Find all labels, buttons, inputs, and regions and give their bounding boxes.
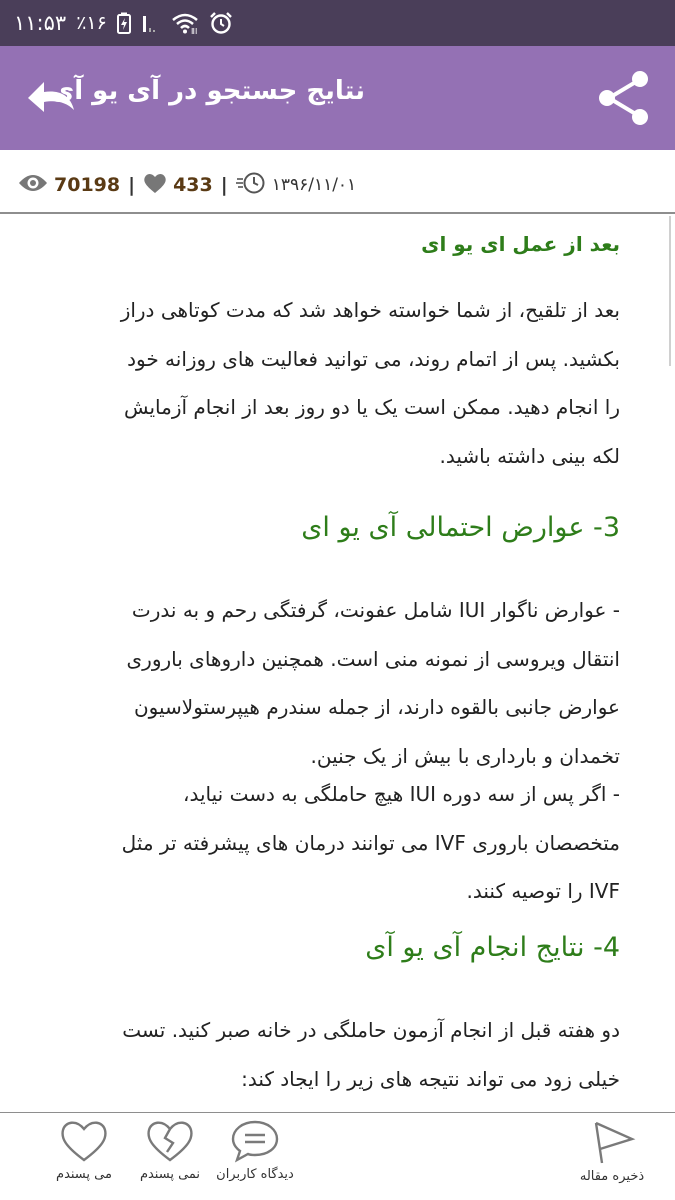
eye-icon bbox=[18, 173, 48, 198]
article-body bbox=[0, 216, 675, 1112]
wifi-icon bbox=[171, 12, 199, 34]
paragraph bbox=[60, 1006, 620, 1103]
paragraph-line: را انجام دهید. ممکن است یک یا دو روز بعد از انجام آزمایش bbox=[123, 395, 620, 419]
share-icon bbox=[597, 70, 651, 126]
paragraph-line: تخمدان و بارداری با بیش از یک جنین. bbox=[310, 743, 620, 768]
paragraph-line: لکه بینی داشته باشید. bbox=[439, 443, 620, 468]
alarm-icon bbox=[209, 11, 233, 35]
broken-heart-icon bbox=[145, 1119, 195, 1163]
status-time: ۱۱:۵۳ bbox=[14, 11, 67, 35]
like-label: می پسندم bbox=[56, 1167, 112, 1182]
paragraph-line: - عوارض ناگوار IUI شامل عفونت، گرفتگی رحم و به ندرت bbox=[131, 598, 620, 622]
comments-label: دیدگاه کاربران bbox=[216, 1167, 294, 1182]
section-heading: 4- نتایج انجام آی یو آی bbox=[365, 932, 620, 963]
meta-separator: | bbox=[220, 174, 228, 196]
heart-icon bbox=[143, 172, 167, 199]
paragraph-line: خیلی زود می تواند نتیجه های زیر را ایجاد کند: bbox=[241, 1066, 620, 1091]
status-left bbox=[14, 10, 233, 36]
paragraph-line: IVF را توصیه کنند. bbox=[466, 879, 620, 903]
paragraph-line: دو هفته قبل از انجام آزمون حاملگی در خانه صبر کنید. تست bbox=[122, 1018, 620, 1042]
app-bar bbox=[0, 46, 675, 150]
bottom-action-bar bbox=[0, 1112, 675, 1200]
comment-bubble-icon bbox=[229, 1119, 281, 1163]
dislike-label: نمی پسندم bbox=[139, 1167, 201, 1182]
views-count: 70198 bbox=[54, 174, 121, 196]
paragraph-line: متخصصان باروری IVF می توانند درمان های پیشرفته تر مثل bbox=[121, 830, 620, 855]
section-heading: 3- عوارض احتمالی آی یو ای bbox=[301, 512, 620, 543]
scrollbar[interactable] bbox=[669, 216, 671, 366]
flag-icon bbox=[588, 1119, 636, 1165]
like-button[interactable] bbox=[34, 1119, 134, 1182]
paragraph-line: عوارض جانبی بالقوه دارند، از جمله سندرم هیپرستولاسیون bbox=[133, 695, 620, 719]
meta-inner bbox=[18, 172, 356, 198]
svg-text:ⅡⅠ: ⅡⅠ bbox=[190, 27, 198, 34]
paragraph bbox=[60, 586, 620, 780]
likes-count: 433 bbox=[173, 174, 213, 196]
battery-icon bbox=[117, 12, 131, 34]
signal-icon bbox=[141, 12, 161, 34]
heart-outline-icon bbox=[59, 1119, 109, 1163]
paragraph bbox=[60, 286, 620, 480]
status-bar bbox=[0, 0, 675, 46]
article-meta bbox=[0, 150, 675, 214]
page-title: نتایج جستجو در آی یو آی bbox=[50, 76, 365, 106]
battery-percent: ٪۱۶ bbox=[76, 12, 107, 34]
paragraph-line: - اگر پس از سه دوره IUI هیچ حاملگی به دست نیاید، bbox=[183, 782, 620, 806]
comments-button[interactable] bbox=[205, 1119, 305, 1182]
publish-date: ۱۳۹۶/۱۱/۰۱ bbox=[271, 175, 357, 195]
paragraph-line: بعد از تلقیح، از شما خواسته خواهد شد که مدت کوتاهی دراز bbox=[120, 298, 620, 322]
clock-icon bbox=[236, 171, 266, 200]
save-label: ذخیره مقاله bbox=[579, 1169, 645, 1184]
paragraph-line: بکشید. پس از اتمام روند، می توانید فعالیت های روزانه خود bbox=[127, 346, 620, 371]
section-heading: بعد از عمل ای یو ای bbox=[421, 232, 620, 256]
paragraph-line: انتقال ویروسی از نمونه منی است. همچنین داروهای باروری bbox=[126, 646, 620, 671]
meta-separator: | bbox=[128, 174, 136, 196]
paragraph bbox=[60, 770, 620, 916]
share-button[interactable] bbox=[597, 70, 651, 126]
save-article-button[interactable] bbox=[562, 1119, 662, 1184]
